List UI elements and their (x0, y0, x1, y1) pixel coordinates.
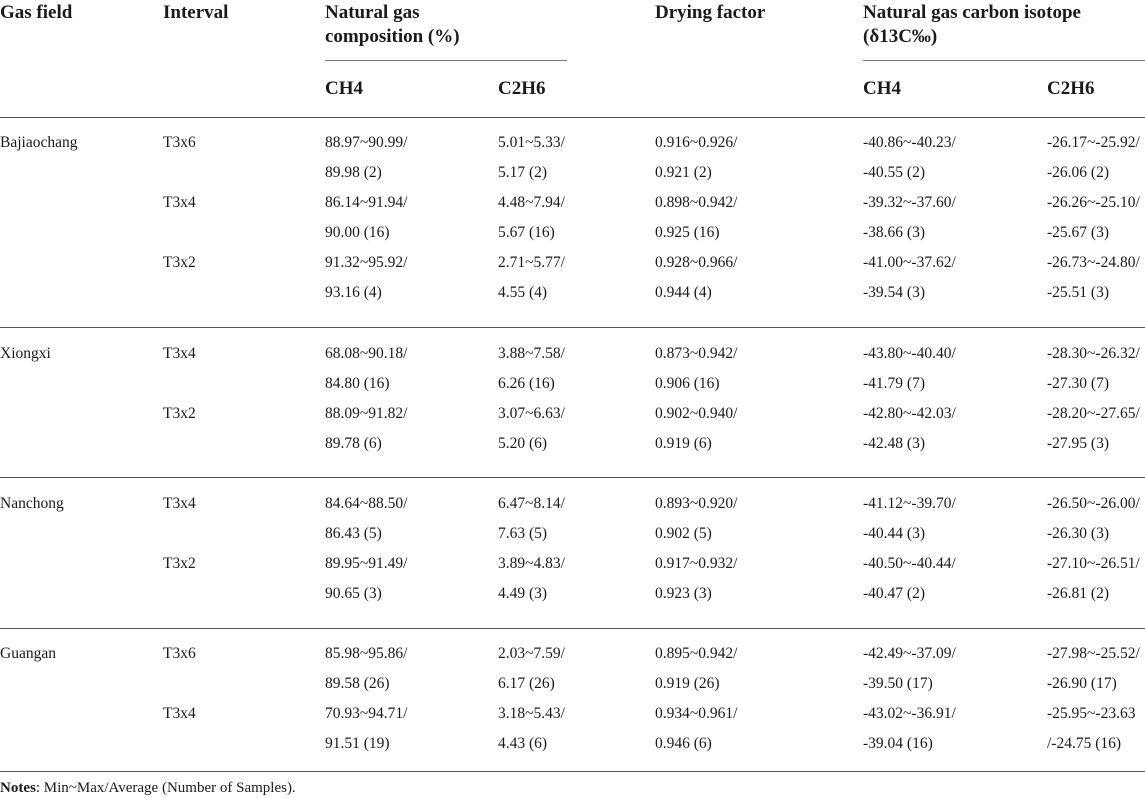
c2h6-cell: 5.20 (6) (498, 435, 548, 452)
c2h6-cell: 4.49 (3) (498, 585, 548, 602)
ch4-cell: 68.08~90.18/ (325, 345, 408, 362)
iso-ch4-cell: -39.32~-37.60/ (863, 194, 956, 211)
iso-c2h6-cell: -26.26~-25.10/ (1047, 194, 1140, 211)
iso-c2h6-cell: -26.90 (17) (1047, 675, 1117, 692)
drying-cell: 0.946 (6) (655, 735, 712, 752)
iso-ch4-cell: -42.49~-37.09/ (863, 645, 956, 662)
iso-ch4-cell: -43.80~-40.40/ (863, 345, 956, 362)
iso-c2h6-cell: -27.98~-25.52/ (1047, 645, 1140, 662)
c2h6-cell: 5.67 (16) (498, 224, 555, 241)
group-separator-rule (0, 327, 1145, 328)
iso-c2h6-cell: -25.95~-23.63 (1047, 705, 1136, 722)
c2h6-cell: 4.48~7.94/ (498, 194, 565, 211)
iso-ch4-cell: -40.86~-40.23/ (863, 134, 956, 151)
subheader-iso-ch4: CH4 (863, 78, 901, 99)
iso-ch4-cell: -38.66 (3) (863, 224, 925, 241)
iso-c2h6-cell: -26.73~-24.80/ (1047, 254, 1140, 271)
drying-cell: 0.921 (2) (655, 164, 712, 181)
drying-cell: 0.893~0.920/ (655, 495, 738, 512)
drying-cell: 0.902 (5) (655, 525, 712, 542)
c2h6-cell: 6.26 (16) (498, 375, 555, 392)
iso-ch4-cell: -41.12~-39.70/ (863, 495, 956, 512)
iso-ch4-cell: -42.48 (3) (863, 435, 925, 452)
c2h6-cell: 5.01~5.33/ (498, 134, 565, 151)
ch4-cell: 91.32~95.92/ (325, 254, 408, 271)
header-composition-line2: composition (%) (325, 26, 460, 47)
c2h6-cell: 4.43 (6) (498, 735, 548, 752)
iso-c2h6-cell: -25.51 (3) (1047, 284, 1109, 301)
c2h6-cell: 7.63 (5) (498, 525, 548, 542)
iso-ch4-cell: -41.79 (7) (863, 375, 925, 392)
c2h6-cell: 3.88~7.58/ (498, 345, 565, 362)
drying-cell: 0.917~0.932/ (655, 555, 738, 572)
iso-ch4-cell: -40.55 (2) (863, 164, 925, 181)
c2h6-cell: 3.18~5.43/ (498, 705, 565, 722)
interval-cell: T3x4 (163, 495, 196, 512)
drying-cell: 0.923 (3) (655, 585, 712, 602)
ch4-cell: 89.58 (26) (325, 675, 390, 692)
c2h6-cell: 5.17 (2) (498, 164, 548, 181)
gas-field-cell: Guangan (0, 645, 56, 662)
iso-c2h6-cell: -26.30 (3) (1047, 525, 1109, 542)
drying-cell: 0.895~0.942/ (655, 645, 738, 662)
header-interval: Interval (163, 2, 229, 23)
composition-span-rule (325, 60, 567, 61)
c2h6-cell: 3.07~6.63/ (498, 405, 565, 422)
interval-cell: T3x6 (163, 134, 196, 151)
gas-field-cell: Xiongxi (0, 345, 51, 362)
group-separator-rule (0, 477, 1145, 478)
ch4-cell: 89.78 (6) (325, 435, 382, 452)
drying-cell: 0.919 (26) (655, 675, 720, 692)
subheader-ch4: CH4 (325, 78, 363, 99)
iso-ch4-cell: -39.04 (16) (863, 735, 933, 752)
drying-cell: 0.925 (16) (655, 224, 720, 241)
ch4-cell: 70.93~94.71/ (325, 705, 408, 722)
iso-ch4-cell: -39.50 (17) (863, 675, 933, 692)
c2h6-cell: 6.17 (26) (498, 675, 555, 692)
table-bottom-rule (0, 771, 1145, 772)
interval-cell: T3x2 (163, 405, 196, 422)
iso-c2h6-cell: -27.10~-26.51/ (1047, 555, 1140, 572)
ch4-cell: 84.80 (16) (325, 375, 390, 392)
c2h6-cell: 2.71~5.77/ (498, 254, 565, 271)
drying-cell: 0.873~0.942/ (655, 345, 738, 362)
ch4-cell: 86.43 (5) (325, 525, 382, 542)
iso-ch4-cell: -42.80~-42.03/ (863, 405, 956, 422)
drying-cell: 0.928~0.966/ (655, 254, 738, 271)
iso-c2h6-cell: -26.50~-26.00/ (1047, 495, 1140, 512)
c2h6-cell: 4.55 (4) (498, 284, 548, 301)
interval-cell: T3x6 (163, 645, 196, 662)
ch4-cell: 90.00 (16) (325, 224, 390, 241)
ch4-cell: 86.14~91.94/ (325, 194, 408, 211)
drying-cell: 0.916~0.926/ (655, 134, 738, 151)
drying-cell: 0.898~0.942/ (655, 194, 738, 211)
header-isotope-line1: Natural gas carbon isotope (863, 2, 1081, 23)
drying-cell: 0.902~0.940/ (655, 405, 738, 422)
iso-ch4-cell: -40.50~-40.44/ (863, 555, 956, 572)
iso-c2h6-cell: -26.17~-25.92/ (1047, 134, 1140, 151)
drying-cell: 0.934~0.961/ (655, 705, 738, 722)
gas-field-cell: Bajiaochang (0, 134, 78, 151)
ch4-cell: 93.16 (4) (325, 284, 382, 301)
c2h6-cell: 3.89~4.83/ (498, 555, 565, 572)
drying-cell: 0.906 (16) (655, 375, 720, 392)
iso-ch4-cell: -39.54 (3) (863, 284, 925, 301)
gas-field-cell: Nanchong (0, 495, 64, 512)
iso-c2h6-cell: -27.30 (7) (1047, 375, 1109, 392)
interval-cell: T3x2 (163, 555, 196, 572)
c2h6-cell: 2.03~7.59/ (498, 645, 565, 662)
interval-cell: T3x4 (163, 194, 196, 211)
iso-c2h6-cell: -25.67 (3) (1047, 224, 1109, 241)
ch4-cell: 89.95~91.49/ (325, 555, 408, 572)
table-notes (0, 780, 296, 797)
interval-cell: T3x4 (163, 705, 196, 722)
interval-cell: T3x4 (163, 345, 196, 362)
c2h6-cell: 6.47~8.14/ (498, 495, 565, 512)
header-drying-factor: Drying factor (655, 2, 766, 23)
ch4-cell: 90.65 (3) (325, 585, 382, 602)
subheader-c2h6: C2H6 (498, 78, 546, 99)
ch4-cell: 84.64~88.50/ (325, 495, 408, 512)
header-gas-field: Gas field (0, 2, 73, 23)
notes-text: : Min~Max/Average (Number of Samples). (35, 780, 296, 796)
ch4-cell: 91.51 (19) (325, 735, 390, 752)
interval-cell: T3x2 (163, 254, 196, 271)
header-composition-line1: Natural gas (325, 2, 420, 23)
drying-cell: 0.919 (6) (655, 435, 712, 452)
ch4-cell: 89.98 (2) (325, 164, 382, 181)
subheader-iso-c2h6: C2H6 (1047, 78, 1095, 99)
iso-ch4-cell: -43.02~-36.91/ (863, 705, 956, 722)
iso-c2h6-cell: -28.30~-26.32/ (1047, 345, 1140, 362)
group-separator-rule (0, 628, 1145, 629)
drying-cell: 0.944 (4) (655, 284, 712, 301)
iso-c2h6-cell: -28.20~-27.65/ (1047, 405, 1140, 422)
iso-ch4-cell: -41.00~-37.62/ (863, 254, 956, 271)
iso-c2h6-cell: -26.06 (2) (1047, 164, 1109, 181)
iso-c2h6-cell: /-24.75 (16) (1047, 735, 1122, 752)
iso-c2h6-cell: -27.95 (3) (1047, 435, 1109, 452)
iso-ch4-cell: -40.47 (2) (863, 585, 925, 602)
iso-c2h6-cell: -26.81 (2) (1047, 585, 1109, 602)
ch4-cell: 88.09~91.82/ (325, 405, 408, 422)
ch4-cell: 85.98~95.86/ (325, 645, 408, 662)
header-bottom-rule (0, 117, 1145, 118)
ch4-cell: 88.97~90.99/ (325, 134, 408, 151)
isotope-span-rule (863, 60, 1145, 61)
iso-ch4-cell: -40.44 (3) (863, 525, 925, 542)
notes-label: Notes (0, 780, 36, 796)
header-isotope-line2: (δ13C‰) (863, 26, 938, 47)
